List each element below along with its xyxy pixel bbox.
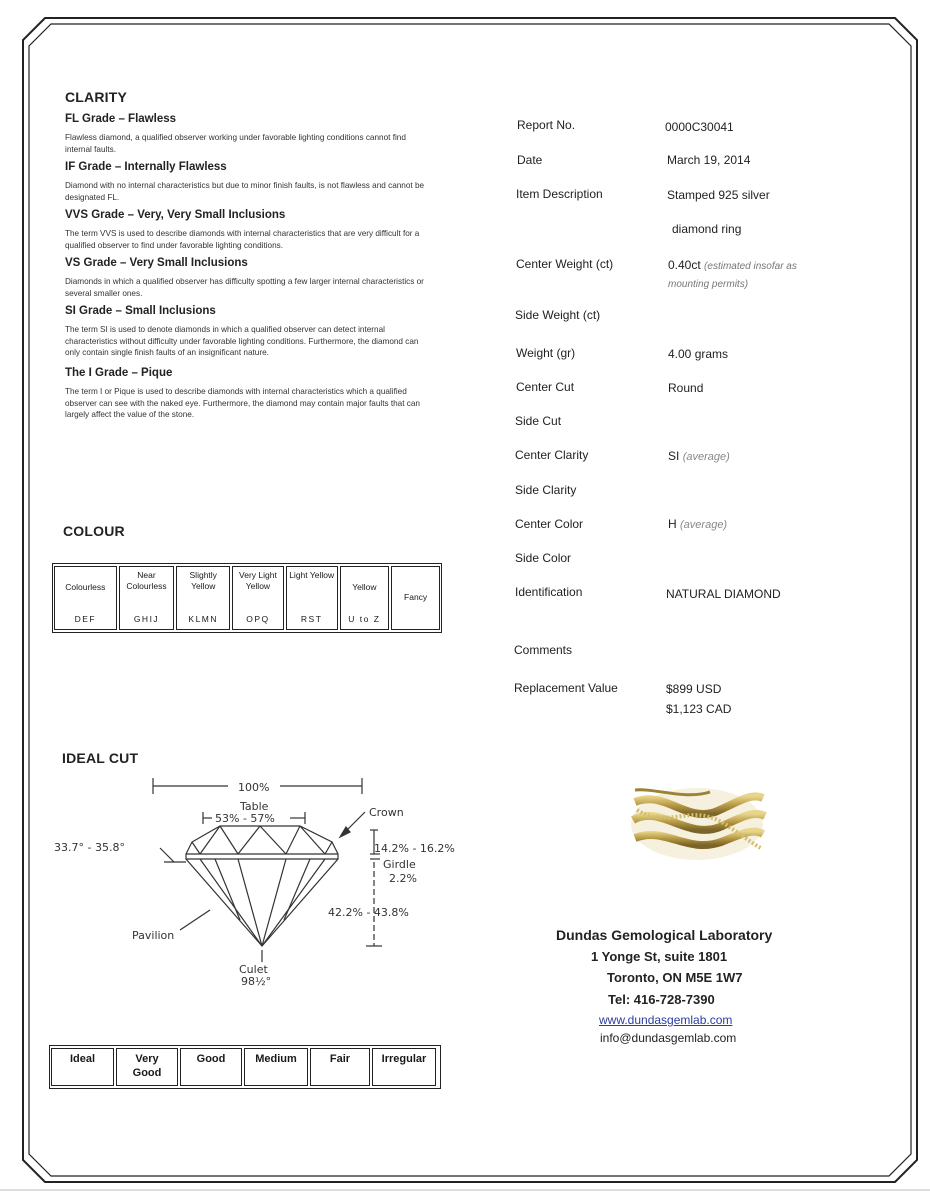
table-label: Table <box>240 800 269 813</box>
center-clarity-note: (average) <box>682 451 730 463</box>
grade-fl-desc: Flawless diamond, a qualified observer working under favorable lighting conditions cannot find internal faults. <box>65 133 406 154</box>
cut-grade-cell: Medium <box>244 1048 308 1086</box>
colour-cell-label: Near Colourless <box>126 570 167 591</box>
lab-email: info@dundasgemlab.com <box>600 1031 737 1045</box>
cut-grade-cell: Good <box>180 1048 242 1086</box>
culet-label: Culet <box>239 963 268 976</box>
replacement-label: Replacement Value <box>514 681 618 695</box>
colour-cell-label: Very Light Yellow <box>239 570 277 591</box>
colour-cell <box>119 566 175 630</box>
pavilion-depth-label: 42.2% - 43.8% <box>328 906 409 919</box>
center-clarity-grade: SI <box>668 449 680 463</box>
lab-address-line2: Toronto, ON M5E 1W7 <box>607 970 743 985</box>
side-clarity-label: Side Clarity <box>515 483 577 497</box>
colour-cell-code: U to Z <box>348 614 381 624</box>
center-color-note: (average) <box>680 519 728 531</box>
identification-label: Identification <box>515 585 583 599</box>
weight-gr-value: 4.00 grams <box>668 347 729 361</box>
grade-fl-title: FL Grade – Flawless <box>65 113 177 125</box>
colour-cell-label: Fancy <box>404 592 428 602</box>
grade-vvs-title: VVS Grade – Very, Very Small Inclusions <box>65 209 286 221</box>
center-color-label: Center Color <box>515 517 584 531</box>
diamond-proportions-diagram <box>40 770 455 995</box>
item-desc-label: Item Description <box>516 187 603 201</box>
grade-if-title: IF Grade – Internally Flawless <box>65 161 227 173</box>
center-weight-label: Center Weight (ct) <box>516 257 614 271</box>
colour-scale-table <box>52 563 442 633</box>
colour-cell-code: DEF <box>74 614 97 624</box>
weight-gr-label: Weight (gr) <box>516 346 576 360</box>
colour-cell <box>286 566 338 630</box>
center-cut-value: Round <box>668 381 704 395</box>
center-weight-number: 0.40ct <box>668 258 701 272</box>
report-no-value: 0000C30041 <box>665 120 734 134</box>
colour-cell-label: Colourless <box>65 582 106 592</box>
ring-photo <box>625 782 770 864</box>
center-weight-note: (estimated insofar as mounting permits) <box>668 261 797 290</box>
grade-vvs-desc: The term VVS is used to describe diamonds with internal characteristics that are very difficult for a qualified observer to find under favorable lighting conditions. <box>65 229 420 250</box>
colour-cell-code: RST <box>300 614 323 624</box>
report-no-label: Report No. <box>517 118 576 132</box>
center-clarity-value <box>668 449 730 463</box>
colour-cell <box>340 566 390 630</box>
comments-label: Comments <box>514 643 573 657</box>
width-pct-label: 100% <box>238 781 270 794</box>
colour-cell-code: OPQ <box>246 614 270 624</box>
grade-vs-desc: Diamonds in which a qualified observer has difficulty spotting a few larger internal characteristics or several smaller ones. <box>65 277 424 298</box>
crown-angle-label: 33.7° - 35.8° <box>54 841 125 854</box>
crown-height-label: 14.2% - 16.2% <box>374 842 455 855</box>
side-color-label: Side Color <box>515 551 572 565</box>
replacement-cad-value: $1,123 CAD <box>666 702 732 716</box>
side-weight-label: Side Weight (ct) <box>515 308 601 322</box>
grade-si-title: SI Grade – Small Inclusions <box>65 305 216 317</box>
cut-grade-cell: Ideal <box>51 1048 114 1086</box>
lab-address-line1: 1 Yonge St, suite 1801 <box>591 949 728 964</box>
girdle-value-label: 2.2% <box>389 872 417 885</box>
item-desc-value-line1: Stamped 925 silver <box>667 188 770 202</box>
center-color-grade: H <box>668 517 677 531</box>
center-color-value <box>668 517 727 531</box>
cut-grade-cell: Very Good <box>116 1048 178 1086</box>
replacement-usd-value: $899 USD <box>666 682 722 696</box>
date-value: March 19, 2014 <box>667 153 751 167</box>
date-label: Date <box>517 153 543 167</box>
girdle-label: Girdle <box>383 858 416 871</box>
colour-cell-code: GHIJ <box>133 614 160 624</box>
center-cut-label: Center Cut <box>516 380 575 394</box>
grade-vs-title: VS Grade – Very Small Inclusions <box>65 257 248 269</box>
clarity-title: CLARITY <box>65 89 128 105</box>
grade-if-desc: Diamond with no internal characteristics but due to minor finish faults, is not flawless and cannot be designated FL. <box>65 181 425 202</box>
colour-title: COLOUR <box>63 523 125 539</box>
ideal-cut-title: IDEAL CUT <box>62 750 139 766</box>
pavilion-label: Pavilion <box>132 929 175 942</box>
colour-cell-label: Light Yellow <box>289 570 335 580</box>
grade-si-desc: The term SI is used to denote diamonds in which a qualified observer can detect internal characteristics without difficulty under favorable lighting conditions. Furthermore, the diamond can only contain single finish faults of an insignificant nature. <box>65 325 419 358</box>
colour-cell <box>391 566 440 630</box>
lab-website-link[interactable]: www.dundasgemlab.com <box>599 1013 733 1027</box>
center-weight-value <box>668 257 838 293</box>
colour-cell-label: Yellow <box>352 582 377 592</box>
colour-cell-label: Slightly Yellow <box>189 570 217 591</box>
identification-value: NATURAL DIAMOND <box>666 587 781 601</box>
grade-i-title: The I Grade – Pique <box>65 367 173 379</box>
grade-i-desc: The term I or Pique is used to describe diamonds with internal characteristics which a qualified observer can see with the naked eye. Furthermore, the diamond may contain major faults that can largely affect the value of the stone. <box>65 387 420 420</box>
colour-cell <box>232 566 284 630</box>
cut-grade-cell: Fair <box>310 1048 370 1086</box>
cut-grade-cell: Irregular <box>372 1048 436 1086</box>
crown-label: Crown <box>369 806 404 819</box>
table-range-label: 53% - 57% <box>215 812 275 825</box>
colour-cell <box>176 566 230 630</box>
lab-telephone: Tel: 416-728-7390 <box>608 992 715 1007</box>
item-desc-value-line2: diamond ring <box>672 222 742 236</box>
side-cut-label: Side Cut <box>515 414 562 428</box>
colour-cell <box>54 566 117 630</box>
lab-name: Dundas Gemological Laboratory <box>556 927 773 943</box>
culet-value-label: 98½° <box>241 975 272 988</box>
cut-grade-table <box>49 1045 441 1089</box>
center-clarity-label: Center Clarity <box>515 448 589 462</box>
colour-cell-code: KLMN <box>188 614 219 624</box>
